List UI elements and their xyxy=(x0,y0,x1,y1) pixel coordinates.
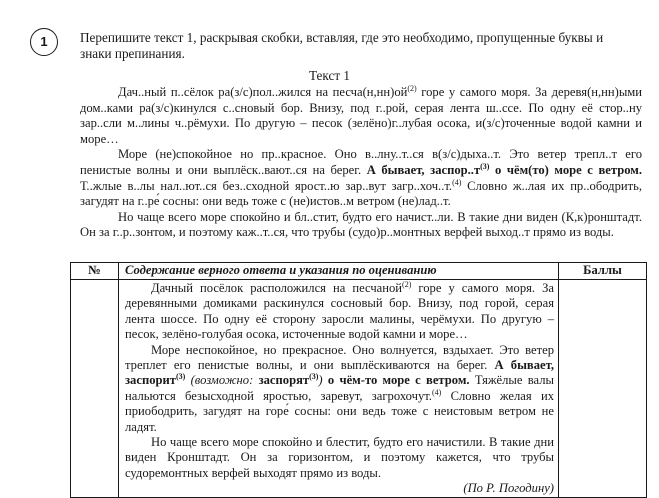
footnote-mark: (3) xyxy=(309,372,319,382)
header-score: Баллы xyxy=(559,263,647,280)
footnote-mark: (2) xyxy=(402,279,412,289)
task-number-badge: 1 xyxy=(30,28,58,56)
source-paragraph-3: Но чаще всего море спокойно и бл..стит, будто его начист..ли. В такие дни виден (К,к)ронштадт. Он за г..р..зонтом, и поэтому каж..т..ся, что трубы (судо)р..монтных верфей выход..т прямо из воды. xyxy=(80,209,642,240)
answer-paragraph-1: Дачный посёлок расположился на песчаной$^{(2)}$ горе у самого моря. За деревянными домиками раскинулся сосновый бор. Внизу, под горой, серая лента шоссе. По одну её сторону заросли малины, черёмухи. По другую – песок, зелёно-голубая осока, источенные водой камни и море… xyxy=(125,279,554,342)
source-text xyxy=(80,85,642,241)
source-paragraph-1: Дач..ный п..сёлок ра(з/с)пол..жился на $песча(н,нн)ой^{(2)}$ горе у самого моря. За деревя(н,нн)ыми дом..ками ра(з/с)кинулся с..сновый бор. Внизу, под г..рой, серая лента ш..ссе. По одну её стор..ну зар..сли м..лины ч..рёмухи. По другую – песок (зелёно)г..лубая осока, и(з/с)точенные водой камни и море… xyxy=(80,83,642,146)
cell-score xyxy=(559,280,647,498)
footnote-mark: (4) xyxy=(452,177,462,187)
footnote-mark: (4) xyxy=(431,387,442,397)
answer-paragraph-2: Море неспокойное, но прекрасное. Оно волнуется, вздыхает. Это ветер треплет его пенистые волны, и они выплёскиваются на берег. А бывает, заспорит$^{(3)}$ (возможно: заспорят$^{(3)}$) о чём-то море с ветром. Тяжёлые валы нальются безысходной яростью, заревут, загрохочут.$^{(4)}$ Словно желая их приободрить, загудят на горе́ сосны: они ведь тоже с неистовым ветром не ладят. xyxy=(125,342,555,434)
author-attribution: (По Р. Погодину) xyxy=(463,481,554,496)
header-number: № xyxy=(71,263,119,280)
text-title: Текст 1 xyxy=(309,68,350,83)
table-header-row xyxy=(71,263,647,280)
footnote-mark: (3) xyxy=(175,372,186,382)
table-row xyxy=(71,280,647,498)
source-paragraph-2: Море (не)спокойное но пр..красное. Оно в..лну..т..ся в(з/с)дыха..т. Это ветер трепл..т его пенистые волны и они выплёск..вают..ся на берег. А бывает, $заспор..т^{(3)}$ о чём(то) море с ветром. Т..жлые в..лы нал..ют..ся без..сходной ярост..ю зар..вут загр..хоч..т.$^{(4)}$ Словно ж..лая их пр..ободрить, загудят на г..ре́ сосны: они ведь тоже с (не)истов..м ветром (не)лад..т. xyxy=(80,147,643,209)
header-content: Содержание верного ответа и указания по оцениванию xyxy=(119,263,559,280)
answer-table xyxy=(70,262,647,498)
footnote-mark: (3) xyxy=(480,161,490,171)
answer-text xyxy=(119,280,559,498)
answer-paragraph-3: Но чаще всего море спокойно и блестит, будто его начистили. В такие дни виден Кронштадт. Он за горизонтом, и поэтому кажется, что трубы судоремонтных верфей выходят прямо из воды. xyxy=(125,435,554,480)
cell-number xyxy=(71,280,119,498)
task-instruction: Перепишите текст 1, раскрывая скобки, вставляя, где это необходимо, пропущенные буквы и знаки препинания. xyxy=(80,30,604,61)
footnote-mark: (2) xyxy=(407,83,417,93)
